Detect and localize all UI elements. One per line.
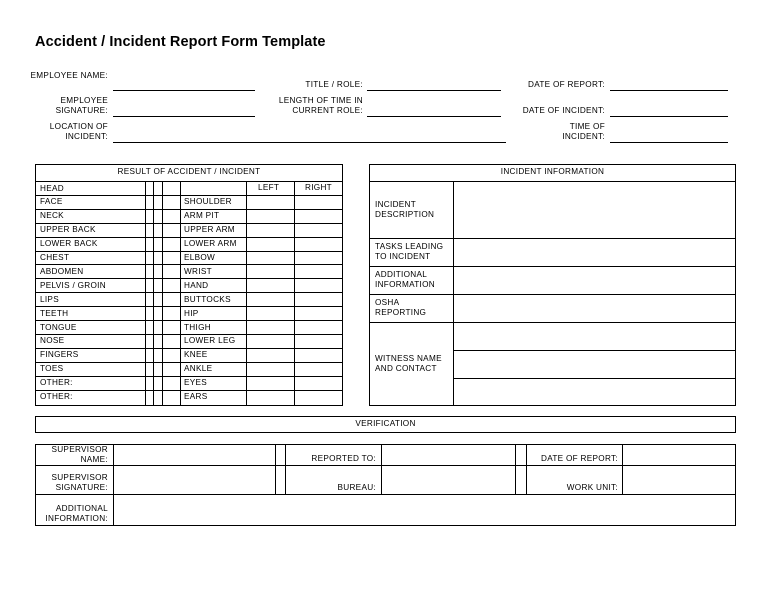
left-checkbox[interactable] [247,335,293,347]
work-unit-label: WORK UNIT: [566,483,618,492]
title-role-field[interactable] [367,90,501,91]
left-checkbox[interactable] [247,391,293,403]
body-part-label: ARM PIT [184,211,220,221]
body-part-label: OTHER: [40,392,73,401]
employee-name-field[interactable] [113,90,255,91]
body-part-checkbox[interactable] [146,293,152,305]
right-checkbox[interactable] [295,321,341,333]
body-part-label: NECK [40,211,64,221]
incident-info-row-label: INCIDENT DESCRIPTION [375,199,435,219]
body-part-label: ABDOMEN [40,266,84,276]
reported-to-label: REPORTED TO: [311,454,376,463]
page-title: Accident / Incident Report Form Template [35,34,326,50]
body-part-label: WRIST [184,266,212,276]
right-checkbox[interactable] [295,349,341,361]
left-checkbox[interactable] [247,349,293,361]
body-part-label: ANKLE [184,364,213,374]
incident-info-heading: INCIDENT INFORMATION [500,167,605,176]
incident-info-field[interactable] [455,267,734,293]
left-checkbox[interactable] [247,307,293,319]
right-checkbox[interactable] [295,265,341,277]
time-of-incident-label: TIME OF INCIDENT: [562,122,605,141]
body-part-label: NOSE [40,336,65,346]
left-checkbox[interactable] [247,363,293,375]
employee-signature-field[interactable] [113,116,255,117]
body-part-label: KNEE [184,350,208,360]
body-part-label: HAND [184,280,209,290]
result-heading: RESULT OF ACCIDENT / INCIDENT [117,167,261,176]
right-column-header: RIGHT [305,183,332,192]
body-part-checkbox[interactable] [146,265,152,277]
body-part-label: LOWER BACK [40,239,98,249]
reported-to-field[interactable] [382,445,514,464]
body-part-label: TONGUE [40,322,77,332]
body-part-label: HIP [184,308,199,318]
incident-info-field[interactable] [455,182,734,237]
incident-info-row-label: ADDITIONAL INFORMATION [375,270,435,289]
body-part-label: FACE [40,197,63,207]
body-part-label: PELVIS / GROIN [40,280,106,290]
date-of-incident-label: DATE OF INCIDENT: [522,106,605,115]
right-checkbox[interactable] [295,307,341,319]
body-part-label: TOES [40,364,64,374]
body-part-label: BUTTOCKS [184,294,231,304]
body-part-label: LOWER LEG [184,336,236,346]
left-checkbox[interactable] [247,321,293,333]
body-part-label: FINGERS [40,350,79,360]
body-part-label: HEAD [40,183,64,193]
body-part-checkbox[interactable] [146,279,152,291]
incident-info-row-label: TASKS LEADING TO INCIDENT [375,242,444,261]
body-part-checkbox[interactable] [146,252,152,264]
left-checkbox[interactable] [247,252,293,264]
body-part-checkbox[interactable] [146,182,152,194]
right-checkbox[interactable] [295,210,341,222]
supervisor-signature-label: SUPERVISOR SIGNATURE: [51,473,108,492]
body-part-label: TEETH [40,308,69,318]
left-column-header: LEFT [258,183,280,192]
body-part-label: CHEST [40,253,70,262]
additional-information-field[interactable] [114,495,735,525]
incident-info-field[interactable] [455,239,734,265]
body-part-label: THIGH [184,322,211,332]
length-of-time-field[interactable] [367,116,501,117]
left-checkbox[interactable] [247,293,293,305]
body-part-checkbox[interactable] [146,210,152,222]
verification-date-of-report-field[interactable] [623,445,735,464]
left-checkbox[interactable] [247,238,293,250]
body-part-label: LOWER ARM [184,239,237,249]
body-part-checkbox[interactable] [146,307,152,319]
incident-info-field[interactable] [455,295,734,321]
body-part-checkbox[interactable] [146,349,152,361]
body-part-label: OTHER: [40,378,73,388]
location-of-incident-label: LOCATION OF INCIDENT: [49,122,108,141]
body-part-label: EARS [184,392,208,401]
date-of-incident-field[interactable] [610,116,728,117]
incident-info-field[interactable] [455,323,734,405]
left-checkbox[interactable] [247,279,293,291]
body-part-checkbox[interactable] [146,196,152,208]
body-part-checkbox[interactable] [146,321,152,333]
body-part-label: LIPS [40,294,59,304]
employee-signature-label: EMPLOYEE SIGNATURE: [55,96,108,115]
verification-heading: VERIFICATION [355,419,416,428]
supervisor-name-label: SUPERVISOR NAME: [51,445,108,464]
right-checkbox[interactable] [295,335,341,347]
body-part-checkbox[interactable] [146,377,152,389]
right-checkbox[interactable] [295,293,341,305]
bureau-label: BUREAU: [337,483,376,492]
date-of-report-label: DATE OF REPORT: [528,80,605,89]
supervisor-signature-field[interactable] [114,466,274,493]
left-checkbox[interactable] [247,224,293,236]
additional-information-label: ADDITIONAL INFORMATION: [45,504,108,523]
supervisor-name-field[interactable] [114,445,274,464]
body-part-checkbox[interactable] [146,335,152,347]
title-role-label: TITLE / ROLE: [305,80,363,89]
location-of-incident-field[interactable] [113,142,506,143]
time-of-incident-field[interactable] [610,142,728,143]
date-of-report-field[interactable] [610,90,728,91]
incident-info-row-label: OSHA REPORTING [375,298,427,317]
bureau-field[interactable] [382,466,514,493]
work-unit-field[interactable] [623,466,735,493]
left-checkbox[interactable] [247,210,293,222]
left-checkbox[interactable] [247,265,293,277]
incident-info-row-label: WITNESS NAME AND CONTACT [375,354,442,373]
body-part-label: UPPER ARM [184,225,235,235]
length-of-time-label: LENGTH OF TIME IN CURRENT ROLE: [278,96,363,115]
body-part-checkbox[interactable] [146,391,152,403]
right-checkbox[interactable] [295,224,341,236]
left-checkbox[interactable] [247,196,293,208]
right-checkbox[interactable] [295,391,341,403]
right-checkbox[interactable] [295,279,341,291]
verification-date-of-report-label: DATE OF REPORT: [541,454,618,463]
right-checkbox[interactable] [295,377,341,389]
employee-name-label: EMPLOYEE NAME: [30,71,108,80]
right-checkbox[interactable] [295,363,341,375]
right-checkbox[interactable] [295,196,341,208]
body-part-label: UPPER BACK [40,225,96,235]
body-part-checkbox[interactable] [146,238,152,250]
body-part-label: SHOULDER [184,197,232,207]
right-checkbox[interactable] [295,252,341,264]
body-part-checkbox[interactable] [146,224,152,236]
body-part-checkbox[interactable] [146,363,152,375]
body-part-label: ELBOW [184,253,216,262]
left-checkbox[interactable] [247,377,293,389]
body-part-label: EYES [184,378,208,388]
right-checkbox[interactable] [295,238,341,250]
